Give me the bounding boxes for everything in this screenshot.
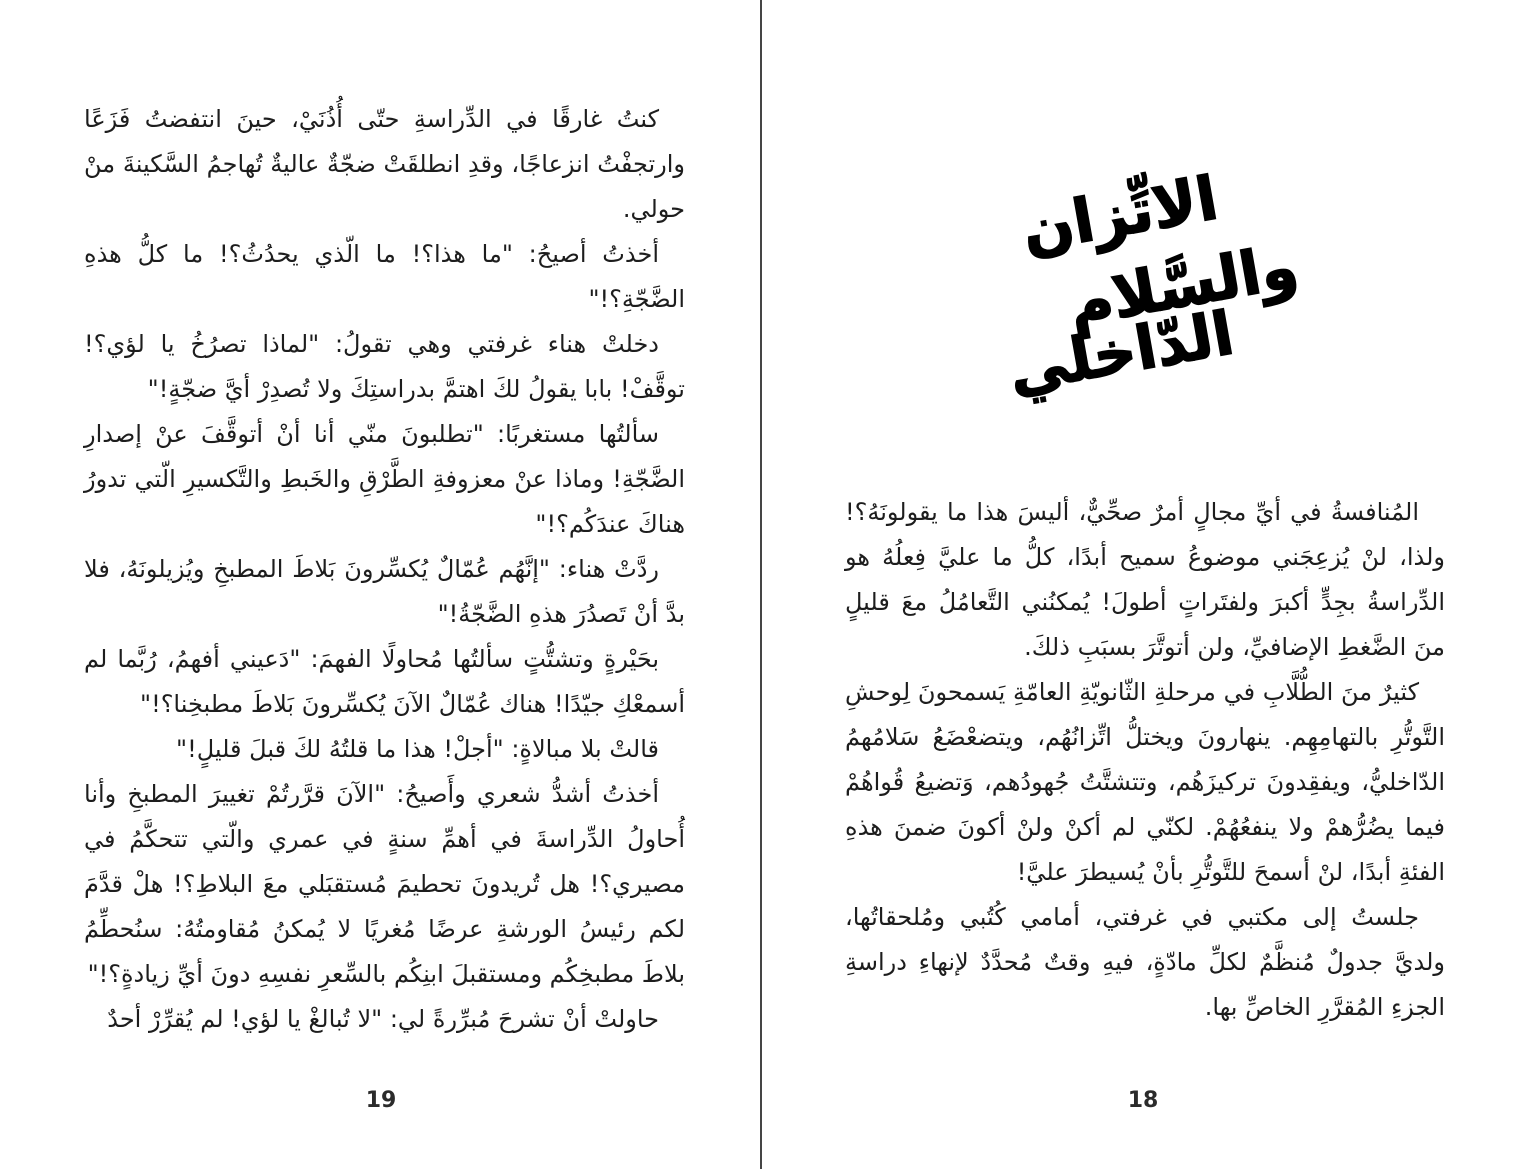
paragraph: قالتْ بلا مبالاةٍ: "أجلْ! هذا ما قلتُهُ لكَ قبلَ قليلٍ!": [176, 735, 659, 763]
paragraph: سألتُها مستغربًا: "تطلبونَ منّي أنا أنْ أتوقَّفَ عنْ إصدارِ الضَّجّةِ! وماذا عنْ معزوفةِ الطَّرْقِ والخَبطِ والتَّكسيرِ الّتي تدورُ هناكَ عندَكُم؟!": [84, 420, 685, 538]
chapter-title-line-3: الدّاخلي: [1003, 298, 1240, 407]
paragraph: أخذتُ أصيحُ: "ما هذا؟! ما الّذي يحدُثُ؟! ما كلُّ هذهِ الضَّجّةِ؟!": [84, 240, 685, 313]
page-number-right: 18: [1127, 1088, 1159, 1113]
paragraph: حاولتْ أنْ تشرحَ مُبرِّرةً لي: "لا تُبالغْ يا لؤي! لم يُقرِّرْ أحدٌ: [107, 1005, 659, 1033]
page-18-text-block: [845, 490, 1445, 1030]
paragraph: دخلتْ هناء غرفتي وهي تقولُ: "لماذا تصرُخُ يا لؤي؟! توقَّفْ! بابا يقولُ لكَ اهتمَّ بدراستِكَ ولا تُصدِرْ أيَّ ضجّةٍ!": [84, 330, 685, 403]
paragraph: جلستُ إلى مكتبي في غرفتي، أمامي كُتُبي ومُلحقاتُها، ولديَّ جدولٌ مُنظَّمٌ لكلِّ مادّةٍ، فيهِ وقتٌ مُحدَّدٌ لإنهاءِ دراسةِ الجزءِ المُقرَّرِ الخاصِّ بها.: [845, 903, 1445, 1021]
paragraph: كثيرٌ منَ الطُّلَّابِ في مرحلةِ الثّانويّةِ العامّةِ يَسمحونَ لِوحشِ التَّوتُّرِ بالتهامِهِم. ينهارونَ ويختلُّ اتِّزانُهُم، ويتضعْضَعُ سَلامُهمُ الدّاخليُّ، ويفقِدونَ تركيزَهُم، وتتشتَّتُ جُهودُهم، وَتضيعُ قُواهُمْ فيما يضُرُّهمْ ولا ينفعُهُمْ. لكنّي لم أكنْ ولنْ أكونَ ضمنَ هذهِ الفئةِ أبدًا، لنْ أسمحَ للتَّوتُّرِ بأنْ يُسيطرَ عليَّ!: [845, 678, 1445, 886]
chapter-title-line-2: والسَّلام: [1063, 231, 1304, 341]
paragraph: ردَّتْ هناء: "إنَّهُم عُمّالٌ يُكسِّرونَ بَلاطَ المطبخِ ويُزيلونَهُ، فلا بدَّ أنْ تَصدُرَ هذهِ الضَّجّةُ!": [84, 555, 685, 628]
chapter-title-line-1: الاتِّزان: [1017, 163, 1224, 267]
paragraph: بحَيْرةٍ وتشتُّتٍ سألتُها مُحاولًا الفهمَ: "دَعيني أفهمُ، رُبَّما لم أسمعْكِ جيّدًا! هناك عُمّالٌ الآنَ يُكسِّرونَ بَلاطَ مطبخِنا؟!": [84, 645, 685, 718]
page-18: [762, 0, 1524, 1169]
page-19-text-block: [84, 97, 685, 1042]
paragraph: المُنافسةُ في أيِّ مجالٍ أمرٌ صحِّيٌّ، أليسَ هذا ما يقولونَهُ؟! ولذا، لنْ يُزعِجَني موضوعُ سميح أبدًا، كلُّ ما عليَّ فِعلُهُ هو الدِّراسةُ بجِدٍّ أكبرَ ولفتَراتٍ أطولَ! يُمكنُني التَّعامُلُ معَ قليلٍ منَ الضَّغطِ الإضافيِّ، ولن أتوتَّرَ بسبَبِ ذلكَ.: [845, 498, 1445, 661]
page-number-left: 19: [365, 1088, 397, 1113]
paragraph: كنتُ غارقًا في الدِّراسةِ حتّى أُذُنَيْ، حينَ انتفضتُ فَزَعًا وارتجفْتُ انزعاجًا، وقدِ انطلقَتْ ضجّةٌ عاليةٌ تُهاجمُ السَّكينةَ منْ حولي.: [84, 105, 685, 223]
paragraph: أخذتُ أشدُّ شعري وأَصيحُ: "الآنَ قرَّرتُمْ تغييرَ المطبخِ وأنا أُحاولُ الدِّراسةَ في أهمِّ سنةٍ في عمري والّتي تتحكَّمُ في مصيري؟! هل تُريدونَ تحطيمَ مُستقبَلي معَ البلاطِ؟! هلْ قدَّمَ لكم رئيسُ الورشةِ عرضًا مُغريًا لا يُمكنُ مُقاومتُهُ: سنُحطِّمُ بلاطَ مطبخِكُم ومستقبلَ ابنِكُم بالسِّعرِ نفسِهِ دونَ أيِّ زيادةٍ؟!": [84, 780, 685, 988]
